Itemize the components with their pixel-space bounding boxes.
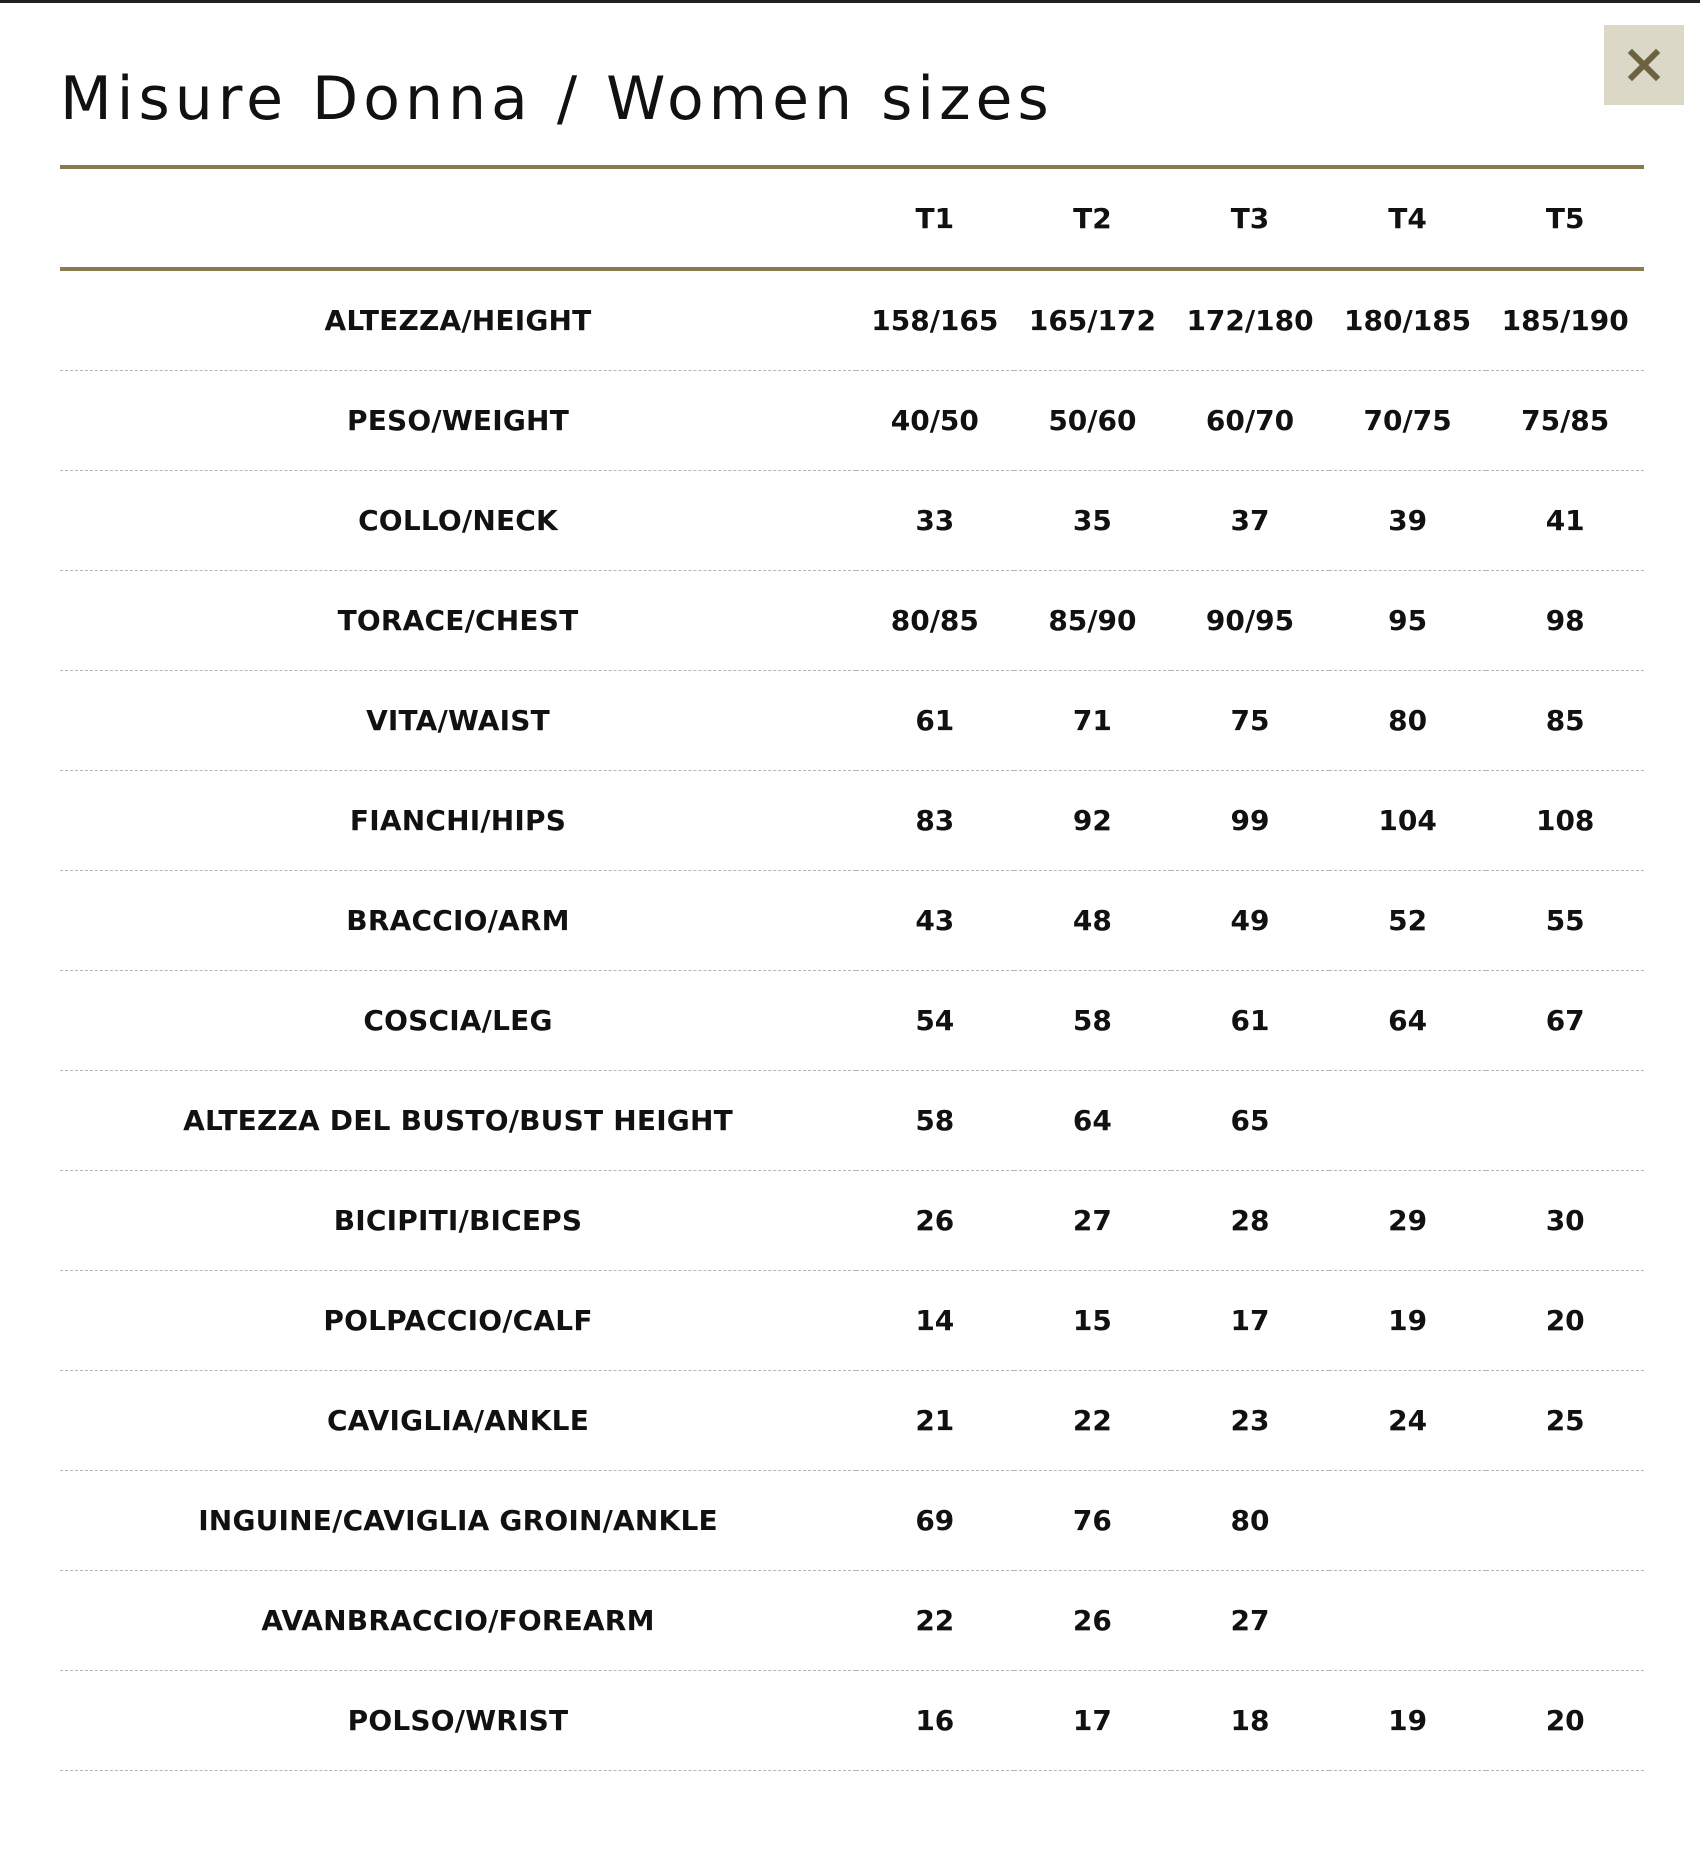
cell-size-t4: 52 [1329, 871, 1487, 971]
row-label: BRACCIO/ARM [60, 871, 856, 971]
row-label: VITA/WAIST [60, 671, 856, 771]
cell-size-t3: 28 [1171, 1171, 1329, 1271]
row-label: ALTEZZA DEL BUSTO/BUST HEIGHT [60, 1071, 856, 1171]
table-row [60, 971, 1644, 1071]
row-label: CAVIGLIA/ANKLE [60, 1371, 856, 1471]
close-button[interactable] [1604, 25, 1684, 105]
table-row [60, 671, 1644, 771]
cell-size-t5 [1486, 1071, 1644, 1171]
table-row [60, 771, 1644, 871]
cell-size-t1: 26 [856, 1171, 1014, 1271]
cell-size-t3: 27 [1171, 1571, 1329, 1671]
table-row [60, 1571, 1644, 1671]
cell-size-t4: 19 [1329, 1271, 1487, 1371]
header-size-t3: T3 [1171, 167, 1329, 269]
table-row [60, 269, 1644, 371]
cell-size-t4: 24 [1329, 1371, 1487, 1471]
cell-size-t1: 158/165 [856, 269, 1014, 371]
cell-size-t5: 67 [1486, 971, 1644, 1071]
header-size-t5: T5 [1486, 167, 1644, 269]
cell-size-t2: 64 [1014, 1071, 1172, 1171]
cell-size-t2: 15 [1014, 1271, 1172, 1371]
cell-size-t1: 40/50 [856, 371, 1014, 471]
row-label: INGUINE/CAVIGLIA GROIN/ANKLE [60, 1471, 856, 1571]
cell-size-t5 [1486, 1571, 1644, 1671]
cell-size-t3: 37 [1171, 471, 1329, 571]
cell-size-t2: 48 [1014, 871, 1172, 971]
cell-size-t5: 41 [1486, 471, 1644, 571]
table-row [60, 1271, 1644, 1371]
row-label: ALTEZZA/HEIGHT [60, 269, 856, 371]
cell-size-t4 [1329, 1471, 1487, 1571]
cell-size-t2: 35 [1014, 471, 1172, 571]
header-size-t4: T4 [1329, 167, 1487, 269]
table-row [60, 571, 1644, 671]
cell-size-t4: 19 [1329, 1671, 1487, 1771]
cell-size-t3: 49 [1171, 871, 1329, 971]
row-label: POLPACCIO/CALF [60, 1271, 856, 1371]
cell-size-t1: 16 [856, 1671, 1014, 1771]
close-icon [1627, 48, 1661, 82]
cell-size-t1: 33 [856, 471, 1014, 571]
cell-size-t2: 71 [1014, 671, 1172, 771]
cell-size-t3: 23 [1171, 1371, 1329, 1471]
table-row [60, 1371, 1644, 1471]
cell-size-t5: 55 [1486, 871, 1644, 971]
table-row [60, 1171, 1644, 1271]
cell-size-t1: 61 [856, 671, 1014, 771]
size-guide-modal [0, 3, 1700, 1856]
cell-size-t2: 22 [1014, 1371, 1172, 1471]
table-row [60, 871, 1644, 971]
cell-size-t5: 20 [1486, 1671, 1644, 1771]
cell-size-t3: 80 [1171, 1471, 1329, 1571]
cell-size-t3: 75 [1171, 671, 1329, 771]
cell-size-t1: 21 [856, 1371, 1014, 1471]
cell-size-t5: 108 [1486, 771, 1644, 871]
table-row [60, 1671, 1644, 1771]
cell-size-t1: 54 [856, 971, 1014, 1071]
cell-size-t3: 61 [1171, 971, 1329, 1071]
cell-size-t3: 18 [1171, 1671, 1329, 1771]
row-label: AVANBRACCIO/FOREARM [60, 1571, 856, 1671]
cell-size-t2: 26 [1014, 1571, 1172, 1671]
cell-size-t2: 58 [1014, 971, 1172, 1071]
cell-size-t5: 25 [1486, 1371, 1644, 1471]
table-header-row [60, 167, 1644, 269]
cell-size-t1: 22 [856, 1571, 1014, 1671]
cell-size-t2: 85/90 [1014, 571, 1172, 671]
cell-size-t3: 60/70 [1171, 371, 1329, 471]
cell-size-t4: 29 [1329, 1171, 1487, 1271]
cell-size-t4: 180/185 [1329, 269, 1487, 371]
table-row [60, 471, 1644, 571]
row-label: COLLO/NECK [60, 471, 856, 571]
modal-title: Misure Donna / Women sizes [60, 64, 1054, 134]
cell-size-t3: 172/180 [1171, 269, 1329, 371]
cell-size-t3: 65 [1171, 1071, 1329, 1171]
cell-size-t5: 30 [1486, 1171, 1644, 1271]
table-row [60, 1471, 1644, 1571]
cell-size-t2: 76 [1014, 1471, 1172, 1571]
cell-size-t2: 50/60 [1014, 371, 1172, 471]
cell-size-t5: 98 [1486, 571, 1644, 671]
row-label: COSCIA/LEG [60, 971, 856, 1071]
header-label-blank [60, 167, 856, 269]
cell-size-t3: 99 [1171, 771, 1329, 871]
cell-size-t4: 39 [1329, 471, 1487, 571]
row-label: TORACE/CHEST [60, 571, 856, 671]
cell-size-t1: 14 [856, 1271, 1014, 1371]
row-label: BICIPITI/BICEPS [60, 1171, 856, 1271]
cell-size-t1: 43 [856, 871, 1014, 971]
cell-size-t2: 17 [1014, 1671, 1172, 1771]
cell-size-t1: 69 [856, 1471, 1014, 1571]
table-row [60, 1071, 1644, 1171]
row-label: PESO/WEIGHT [60, 371, 856, 471]
cell-size-t5: 185/190 [1486, 269, 1644, 371]
cell-size-t2: 27 [1014, 1171, 1172, 1271]
cell-size-t4: 95 [1329, 571, 1487, 671]
cell-size-t1: 83 [856, 771, 1014, 871]
header-size-t1: T1 [856, 167, 1014, 269]
cell-size-t4: 64 [1329, 971, 1487, 1071]
cell-size-t4 [1329, 1571, 1487, 1671]
header-size-t2: T2 [1014, 167, 1172, 269]
cell-size-t3: 17 [1171, 1271, 1329, 1371]
size-table [60, 165, 1644, 1771]
cell-size-t5: 85 [1486, 671, 1644, 771]
cell-size-t2: 165/172 [1014, 269, 1172, 371]
cell-size-t4: 104 [1329, 771, 1487, 871]
cell-size-t4 [1329, 1071, 1487, 1171]
table-row [60, 371, 1644, 471]
cell-size-t4: 70/75 [1329, 371, 1487, 471]
cell-size-t1: 80/85 [856, 571, 1014, 671]
cell-size-t3: 90/95 [1171, 571, 1329, 671]
row-label: FIANCHI/HIPS [60, 771, 856, 871]
cell-size-t5 [1486, 1471, 1644, 1571]
cell-size-t5: 20 [1486, 1271, 1644, 1371]
cell-size-t4: 80 [1329, 671, 1487, 771]
cell-size-t1: 58 [856, 1071, 1014, 1171]
cell-size-t2: 92 [1014, 771, 1172, 871]
cell-size-t5: 75/85 [1486, 371, 1644, 471]
row-label: POLSO/WRIST [60, 1671, 856, 1771]
